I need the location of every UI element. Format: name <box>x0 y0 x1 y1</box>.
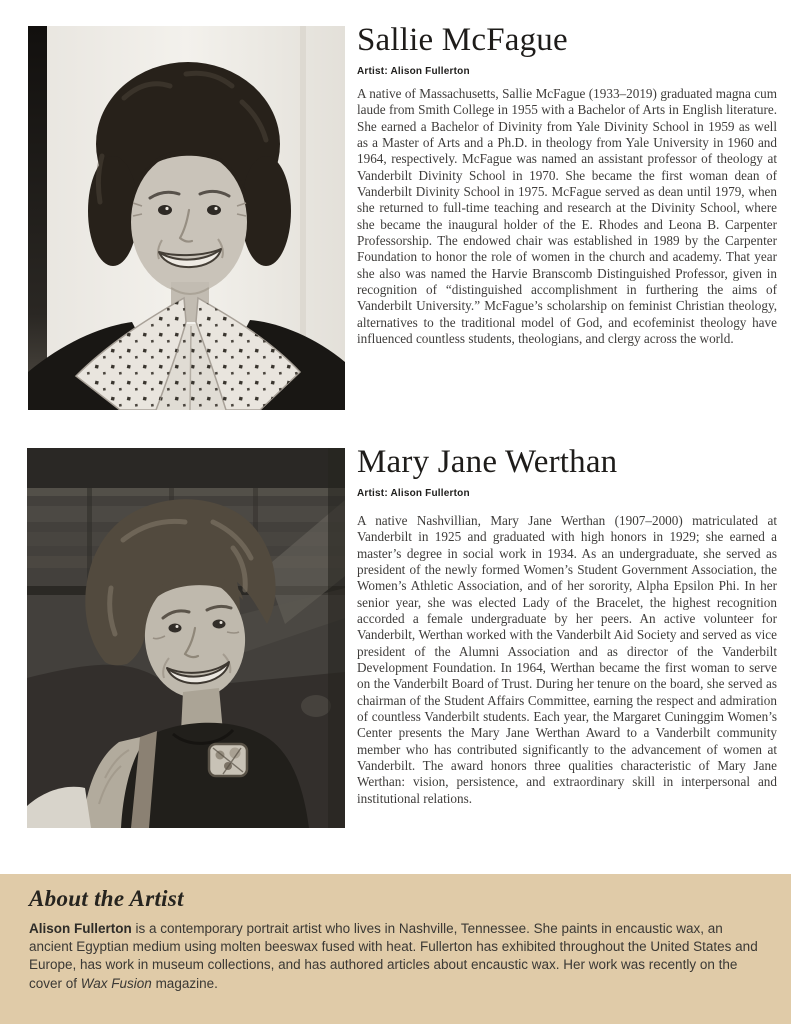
bio-paragraph: A native Nashvillian, Mary Jane Werthan (1907–2000) matriculated at Vanderbilt in 1925 and graduated with high honors in 1929; she earned a master’s degree in social work in 1934. As an undergraduate, she served as president of the newly formed Women’s Student Government Association, the Women’s Athletic Association, and of her sorority, Alpha Epsilon Phi. In her senior year, she was elected Lady of the Bracelet, the highest recognition accorded a female undergraduate by her peers. An active volunteer for Vanderbilt, Werthan worked with the Vanderbilt Aid Society and served as vice president of the Alumni Association and as director of the Vanderbilt Development Foundation. In 1964, Werthan became the first woman to serve on the Vanderbilt Board of Trust. During her tenure on the board, she served as chairman of the Student Affairs Committee, earning the respect and admiration of countless Vanderbilt students. Each year, the Margaret Cuninggim Women’s Center presents the Mary Jane Werthan Award to a Vanderbilt community member who has contributed significantly to the advancement of women at Vanderbilt. The award honors three qualities characteristic of Mary Jane Werthan: vision, persistence, and extraordinary skill in interpersonal and institutional relations. <box>357 512 777 806</box>
about-heading: About the Artist <box>29 886 184 911</box>
artist-name-bold: Alison Fullerton <box>29 921 132 936</box>
sallie-mcfague-photo <box>28 26 345 410</box>
bio-paragraph: A native of Massachusetts, Sallie McFague (1933–2019) graduated magna cum laude from Smith College in 1955 with a Bachelor of Arts in English literature. She earned a Bachelor of Divinity from Yale Divinity School in 1959 as well as a Master of Arts and a Ph.D. in theology from Yale University in 1960 and 1964, respectively. McFague was named an assistant professor of theology at Vanderbilt Divinity School in 1970. She became the first woman dean of Vanderbilt Divinity School in 1975. McFague served as dean until 1979, when she returned to full-time teaching and research at the Divinity School, where she became the inaugural holder of the E. Rhodes and Leona B. Carpenter Professorship. The endowed chair was established in 1989 by the Carpenter Foundation to honor the role of women in the church and academy. That year she also was named the Harvie Branscomb Distinguished Professor, given in recognition of “distinguished accomplishment in furthering the aims of Vanderbilt University.” McFague’s scholarship on feminist Christian theology, alternatives to the traditional model of God, and ecofeminist theology have influenced countless students, theologians, and clergy across the world. <box>357 85 777 347</box>
profile-name-heading: Mary Jane Werthan <box>357 444 618 480</box>
about-text-tail: magazine. <box>151 975 218 991</box>
about-paragraph <box>29 920 763 993</box>
mary-jane-werthan-photo <box>27 448 345 828</box>
magazine-title-italic: Wax Fusion <box>80 975 152 991</box>
artist-credit: Artist: Alison Fullerton <box>357 65 470 77</box>
about-text: is a contemporary portrait artist who lives in Nashville, Tennessee. She paints in encaustic wax, an ancient Egyptian medium using molten beeswax fused with heat. Fullerton has exhibited throughout the United States and Europe, has work in museum collections, and has authored articles about encaustic wax. Her work was recently on the cover of <box>29 921 758 991</box>
artist-credit: Artist: Alison Fullerton <box>357 487 470 499</box>
profile-mary-jane-werthan <box>357 444 777 807</box>
profile-sallie-mcfague <box>357 22 777 347</box>
profile-name-heading: Sallie McFague <box>357 22 568 58</box>
about-the-artist-section <box>0 874 791 1024</box>
